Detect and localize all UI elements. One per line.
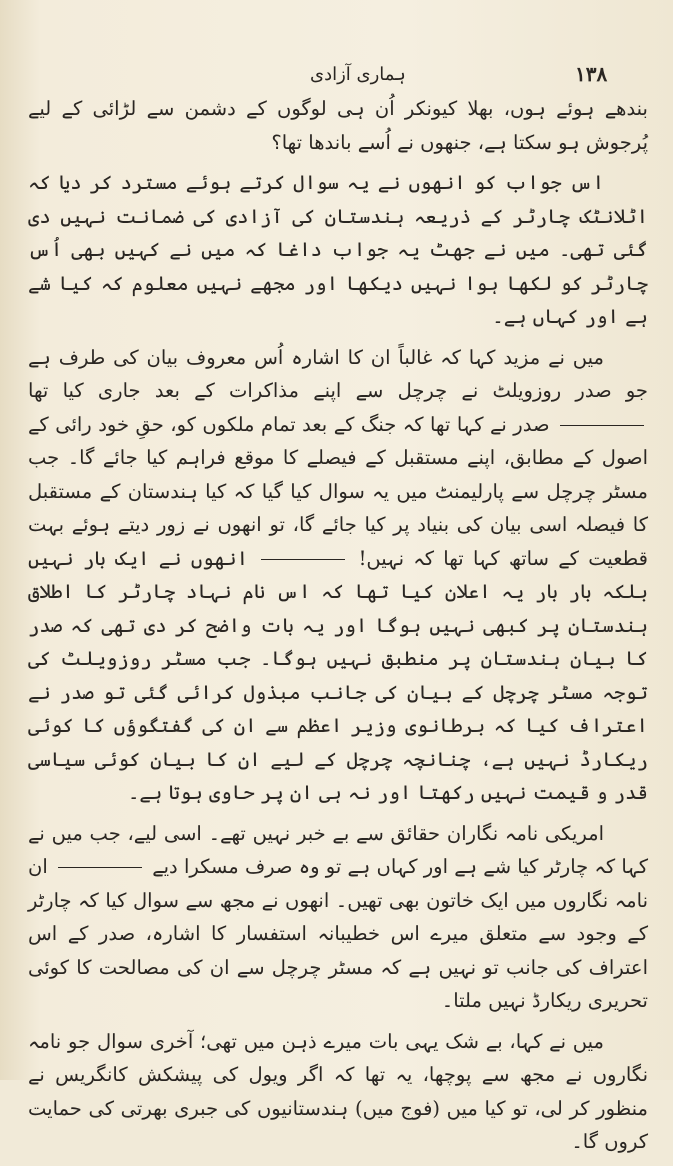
body-text xyxy=(28,92,648,1166)
paragraph-segment: میں نے مزید کہا کہ غالباً ان کا اشارہ اُس معروف بیان کی طرف ہے جو صدر روزویلٹ نے چرچل سے اپنے مذاکرات کے بعد جاری کیا تھا xyxy=(28,345,648,402)
dash-rule xyxy=(58,867,142,868)
paragraph-segment: صدر نے کہا تھا کہ جنگ کے بعد تمام ملکوں کو، حقِ خود رائی کے اصول کے مطابق، اپنے مستقبل کے فیصلے کا موقع فراہم کیا جائے گا۔ جب مسٹر چرچل سے پارلیمنٹ میں یہ سوال کیا گیا کہ کیا ہندستان کے مستقبل کا فیصلہ اسی بیان کی بنیاد پر کیا جائے گا، تو انھوں نے زور دیتے ہوئے بہت قطعیت کے ساتھ کہا تھا کہ نہیں! xyxy=(28,412,648,570)
paragraph-segment: ان نامہ نگاروں میں ایک خاتون بھی تھیں۔ انھوں نے مجھ سے سوال کیا کہ چارٹر کے وجود سے متعلق میرے اس خطیبانہ استفسار کا اشارہ، صدر کے اس اعتراف کی جانب تو نہیں ہے کہ مسٹر چرچل سے ان کی مصالحت کا کوئی تحریری ریکارڈ نہیں ملتا۔ xyxy=(28,855,648,1012)
page-number: ۱۳۸ xyxy=(575,62,608,86)
dash-rule xyxy=(261,559,345,560)
paragraph: اس جواب کو انھوں نے یہ سوال کرتے ہوئے مسترد کر دیا کہ اٹلانٹک چارٹر کے ذریعہ ہندستان کی آزادی کی ضمانت نہیں دی گئی تھی۔ میں نے جھٹ یہ جواب داغا کہ میں نے کہیں بھی اُس چارٹر کو لکھا ہوا نہیں دیکھا اور مجھے نہیں معلوم کہ کیا شے ہے اور کہاں ہے۔ xyxy=(28,171,648,328)
paragraph: میں نے کہا، بے شک یہی بات میرے ذہن میں تھی؛ آخری سوال جو نامہ نگاروں نے مجھ سے پوچھا، یہ تھا کہ اگر ویول کی پیشکش کانگریس نے منظور کر لی، تو کیا میں (فوج میں) ہندستانیوں کی جبری بھرتی کی حمایت کروں گا۔ xyxy=(28,1029,648,1153)
paragraph-segment: امریکی نامہ نگاران حقائق سے بے خبر نہیں تھے۔ اسی لیے، جب میں نے کہا کہ چارٹر کیا شے ہے اور کہاں ہے تو وہ صرف مسکرا دیے xyxy=(28,821,648,878)
running-title: ہماری آزادی xyxy=(310,64,406,85)
paragraph: بندھے ہوئے ہوں، بھلا کیونکر اُن ہی لوگوں کے دشمن سے لڑائی کے لیے پُرجوش ہو سکتا ہے، جنھوں نے اُسے باندھا تھا؟ xyxy=(28,97,648,154)
paragraph xyxy=(28,817,648,1018)
paragraph xyxy=(28,341,648,810)
paragraph-segment: انھوں نے ایک بار نہیں بلکہ بار بار یہ اعلان کیا تھا کہ اس نام نہاد چارٹر کا اطلاق ہندستان پر کبھی نہیں ہوگا اور یہ بات واضح کر دی تھی کہ صدر کا بیان ہندستان پر منطبق نہیں ہوگا۔ جب مسٹر روزویلٹ کی توجہ مسٹر چرچل کے بیان کی جانب مبذول کرائی گئی تو صدر نے اعتراف کیا کہ برطانوی وزیر اعظم سے ان کی گفتگوؤں کا کوئی ریکارڈ نہیں ہے، چنانچہ چرچل کے لیے ان کا بیان کوئی سیاسی قدر و قیمت نہیں رکھتا اور نہ ہی ان پر حاوی ہوتا ہے۔ xyxy=(28,546,648,804)
dash-rule xyxy=(560,425,644,426)
